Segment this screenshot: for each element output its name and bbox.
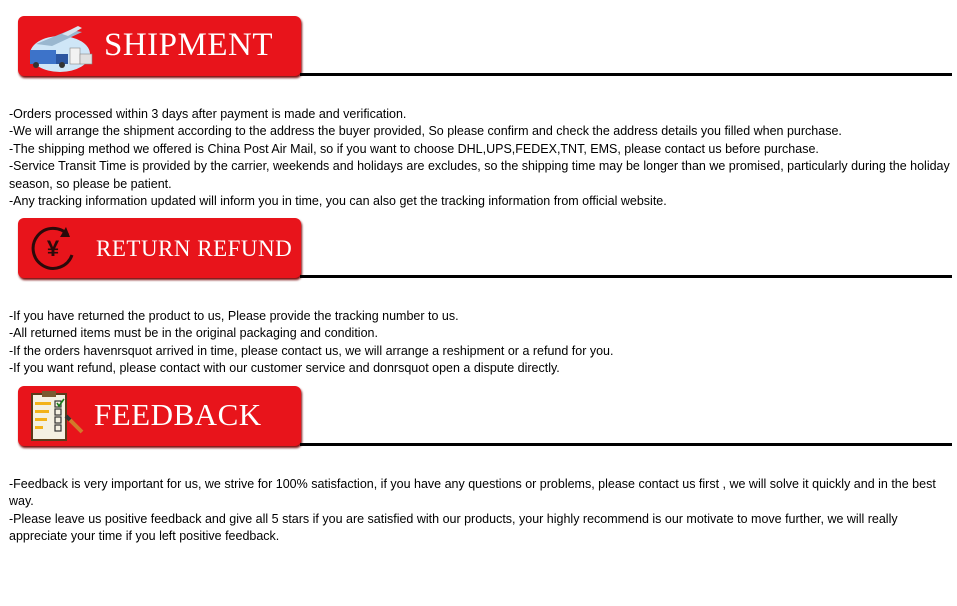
- return-refund-divider: [300, 275, 952, 278]
- feedback-divider: [300, 443, 952, 446]
- shipment-banner: [18, 16, 301, 76]
- return-refund-title: RETURN REFUND: [96, 236, 293, 261]
- yuan-symbol: ¥: [46, 236, 60, 261]
- yuan-refund-icon: [28, 223, 78, 273]
- shipment-text: [9, 106, 954, 210]
- return-refund-text: [9, 308, 954, 378]
- logistics-icon: [22, 20, 98, 74]
- shipment-line: -Any tracking information updated will inform you in time, you can also get the tracking information from official website.: [9, 194, 667, 209]
- return-refund-line: -If you want refund, please contact with our customer service and donrsquot open a dispute directly.: [9, 361, 560, 376]
- feedback-line: -Please leave us positive feedback and give all 5 stars if you are satisfied with our products, your highly recommend is our motivate to move further, we will really appreciate your time if you left positive feedback.: [9, 511, 898, 544]
- shipment-line: -The shipping method we offered is China Post Air Mail, so if you want to choose DHL,UPS,FEDEX,TNT, EMS, please contact us before purchase.: [9, 141, 819, 156]
- return-refund-line: -If the orders havenrsquot arrived in time, please contact us, we will arrange a reshipment or a refund for you.: [9, 343, 614, 358]
- return-refund-line: -If you have returned the product to us, Please provide the tracking number to us.: [9, 309, 459, 323]
- shipment-title: SHIPMENT: [104, 27, 274, 63]
- feedback-line: -Feedback is very important for us, we strive for 100% satisfaction, if you have any questions or problems, please contact us first , we will solve it quickly and in the best way.: [9, 477, 936, 509]
- feedback-banner: [18, 386, 301, 446]
- shipment-divider: [300, 73, 952, 76]
- feedback-title: FEEDBACK: [94, 397, 262, 432]
- shipment-line: -Orders processed within 3 days after payment is made and verification.: [9, 107, 407, 121]
- shipment-line: -Service Transit Time is provided by the carrier, weekends and holidays are excludes, so the shipping time may be longer than we promised, particularly during the holiday season, so please be patient.: [9, 159, 950, 191]
- checklist-icon: [26, 390, 86, 444]
- shipment-line: -We will arrange the shipment according to the address the buyer provided, So please confirm and check the address details you filled when purchase.: [9, 124, 842, 139]
- feedback-text: [9, 476, 954, 546]
- return-refund-line: -All returned items must be in the original packaging and condition.: [9, 326, 378, 341]
- return-refund-banner: [18, 218, 301, 278]
